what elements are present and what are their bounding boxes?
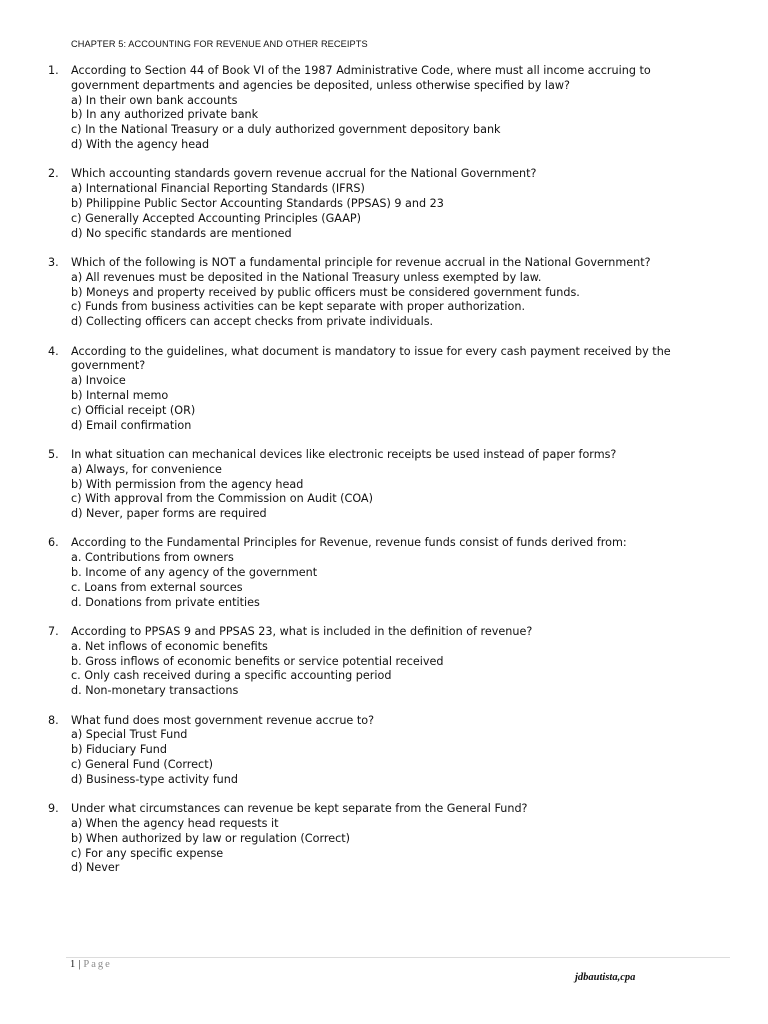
answer-option: c) Funds from business activities can be kept separate with proper authorization. — [71, 300, 526, 314]
question-text: Which accounting standards govern revenue accrual for the National Government? — [71, 167, 537, 181]
answer-option: c) For any specific expense — [71, 846, 224, 860]
option-list — [71, 182, 711, 241]
answer-option: c) In the National Treasury or a duly authorized government depository bank — [71, 123, 501, 137]
question-body — [71, 64, 711, 153]
question-number: 9. — [48, 802, 59, 816]
answer-option: c) Official receipt (OR) — [71, 403, 196, 417]
answer-option: b) With permission from the agency head — [71, 477, 304, 491]
answer-option: d. Non-monetary transactions — [71, 684, 239, 698]
question-number: 8. — [48, 713, 59, 727]
question-body — [71, 345, 711, 434]
question-item — [0, 256, 768, 330]
answer-option: a. Net inflows of economic benefits — [71, 639, 268, 653]
question-number: 2. — [48, 167, 59, 181]
question-body — [71, 536, 711, 610]
question-item — [0, 625, 768, 699]
answer-option: a) Always, for convenience — [71, 462, 222, 476]
answer-option: c) General Fund (Correct) — [71, 758, 213, 772]
question-text: According to the guidelines, what document is mandatory to issue for every cash payment received by the government? — [71, 344, 671, 373]
question-item — [0, 448, 768, 522]
question-text: What fund does most government revenue accrue to? — [71, 713, 375, 727]
answer-option: c) Generally Accepted Accounting Principles (GAAP) — [71, 211, 361, 225]
question-item — [0, 64, 768, 153]
question-text: Under what circumstances can revenue be kept separate from the General Fund? — [71, 802, 528, 816]
option-list — [71, 374, 711, 433]
option-list — [71, 817, 711, 876]
answer-option: b) In any authorized private bank — [71, 108, 259, 122]
question-body — [71, 167, 711, 241]
question-body — [71, 802, 711, 876]
page-separator: | — [78, 959, 81, 970]
option-list — [71, 551, 711, 610]
option-list — [71, 640, 711, 699]
answer-option: a) In their own bank accounts — [71, 93, 238, 107]
question-text: In what situation can mechanical devices like electronic receipts be used instead of paper forms? — [71, 447, 617, 461]
question-item — [0, 802, 768, 876]
answer-option: b. Gross inflows of economic benefits or service potential received — [71, 654, 444, 668]
answer-option: b) Fiduciary Fund — [71, 743, 167, 757]
answer-option: a) Special Trust Fund — [71, 728, 188, 742]
answer-option: d) No specific standards are mentioned — [71, 226, 292, 240]
question-text: According to Section 44 of Book VI of the 1987 Administrative Code, where must all income accruing to government departments and agencies be deposited, unless otherwise specified by law? — [71, 64, 651, 92]
answer-option: a) Invoice — [71, 374, 126, 388]
question-number: 7. — [48, 625, 59, 639]
answer-option: c. Loans from external sources — [71, 580, 243, 594]
question-item — [0, 536, 768, 610]
answer-option: d) Business-type activity fund — [71, 772, 238, 786]
page-word: Page — [83, 959, 112, 970]
answer-option: d) Never, paper forms are required — [71, 507, 267, 521]
footer-divider — [66, 957, 730, 958]
answer-option: d) With the agency head — [71, 137, 210, 151]
option-list — [71, 463, 711, 522]
question-text: According to PPSAS 9 and PPSAS 23, what is included in the definition of revenue? — [71, 625, 533, 639]
chapter-title: CHAPTER 5: ACCOUNTING FOR REVENUE AND OTHER RECEIPTS — [71, 39, 368, 49]
author-signature: jdbautista,cpa — [575, 972, 636, 983]
answer-option: d. Donations from private entities — [71, 595, 260, 609]
answer-option: d) Email confirmation — [71, 418, 192, 432]
page-number: 1 — [70, 959, 76, 970]
answer-option: b) Moneys and property received by public officers must be considered government funds. — [71, 285, 580, 299]
page-number-footer — [70, 959, 112, 970]
question-body — [71, 448, 711, 522]
answer-option: a) When the agency head requests it — [71, 817, 279, 831]
question-item — [0, 714, 768, 788]
answer-option: c) With approval from the Commission on Audit (COA) — [71, 492, 373, 506]
answer-option: a) International Financial Reporting Standards (IFRS) — [71, 182, 365, 196]
answer-option: a. Contributions from owners — [71, 551, 234, 565]
question-number: 3. — [48, 255, 59, 269]
answer-option: b) When authorized by law or regulation (Correct) — [71, 831, 350, 845]
option-list — [71, 271, 711, 330]
question-number: 1. — [48, 64, 59, 77]
option-list — [71, 94, 711, 153]
question-text: Which of the following is NOT a fundamental principle for revenue accrual in the National Government? — [71, 255, 651, 269]
answer-option: d) Collecting officers can accept checks from private individuals. — [71, 315, 434, 329]
question-number: 6. — [48, 536, 59, 550]
question-item — [0, 167, 768, 241]
answer-option: b. Income of any agency of the government — [71, 566, 318, 580]
answer-option: c. Only cash received during a specific accounting period — [71, 669, 392, 683]
answer-option: d) Never — [71, 861, 120, 875]
question-list — [0, 64, 768, 891]
answer-option: a) All revenues must be deposited in the National Treasury unless exempted by law. — [71, 270, 542, 284]
question-body — [71, 625, 711, 699]
question-body — [71, 256, 711, 330]
question-item — [0, 345, 768, 434]
answer-option: b) Internal memo — [71, 388, 169, 402]
question-number: 5. — [48, 447, 59, 461]
option-list — [71, 728, 711, 787]
answer-option: b) Philippine Public Sector Accounting Standards (PPSAS) 9 and 23 — [71, 196, 444, 210]
question-text: According to the Fundamental Principles for Revenue, revenue funds consist of funds derived from: — [71, 536, 627, 550]
question-body — [71, 714, 711, 788]
question-number: 4. — [48, 344, 59, 358]
